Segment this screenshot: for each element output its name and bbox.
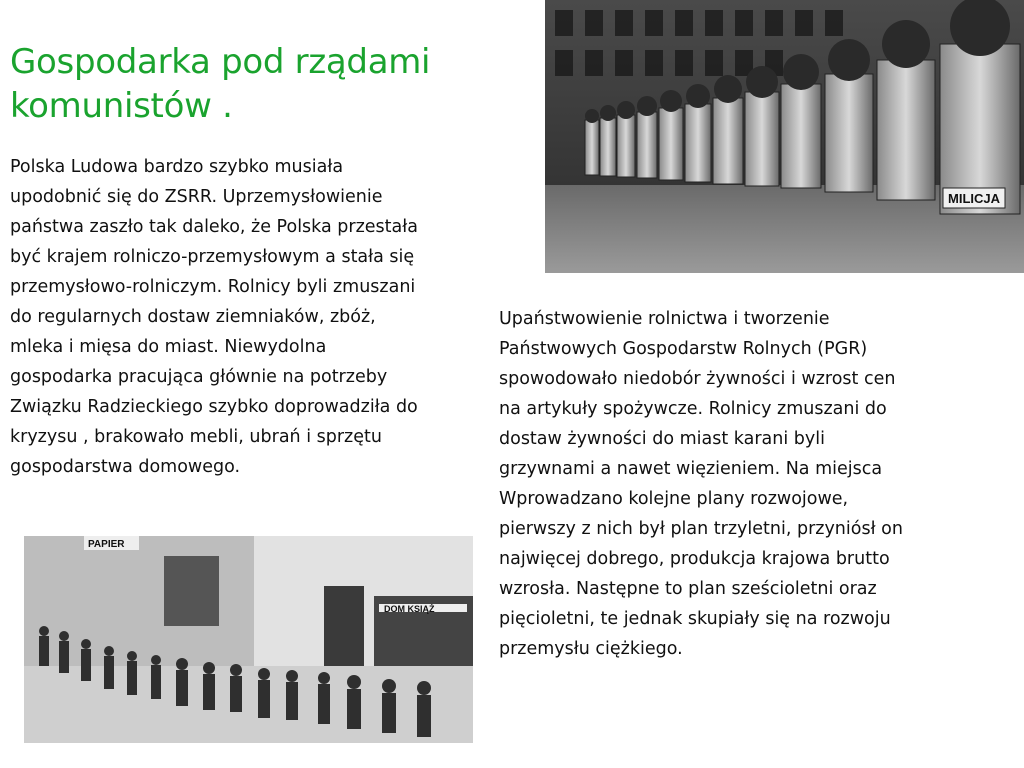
- right-paragraph: Upaństwowienie rolnictwa i tworzenie Państwowych Gospodarstw Rolnych (PGR) spowodowało niedobór żywności i wzrost cen na artykuły spożywcze. Rolnicy zmuszani do dostaw żywności do miast karani byli grzywnami a nawet więzieniem. Na miejsca Wprowadzano kolejne plany rozwojowe, pierwszy z nich był plan trzyletni, przyniósł on najwięcej dobrego, produkcja krajowa brutto wzrosła. Następne to plan sześcioletni oraz pięcioletni, te jednak skupiały się na rozwoju przemysłu ciężkiego.: [499, 309, 903, 659]
- shop-sign-dom: DOM KSIĄŻ: [384, 604, 435, 614]
- left-paragraph: Polska Ludowa bardzo szybko musiała upodobnić się do ZSRR. Uprzemysłowienie państwa zaszło tak daleko, że Polska przestała być krajem rolniczo-przemysłowym a stała się przemysłowo-rolniczym. Rolnicy byli zmuszani do regularnych dostaw ziemniaków, zbóż, mleka i mięsa do miast. Niewydolna gospodarka pracująca głównie na potrzeby Związku Radzieckiego szybko doprowadziła do kryzysu , brakowało mebli, ubrań i sprzętu gospodarstwa domowego.: [10, 157, 418, 477]
- shield-label: MILICJA: [948, 191, 1000, 206]
- queue-street-photo: [24, 536, 473, 743]
- shop-sign-papier: PAPIER: [88, 539, 125, 550]
- slide-title: Gospodarka pod rządami komunistów .: [10, 42, 431, 126]
- riot-police-photo: [545, 0, 1024, 273]
